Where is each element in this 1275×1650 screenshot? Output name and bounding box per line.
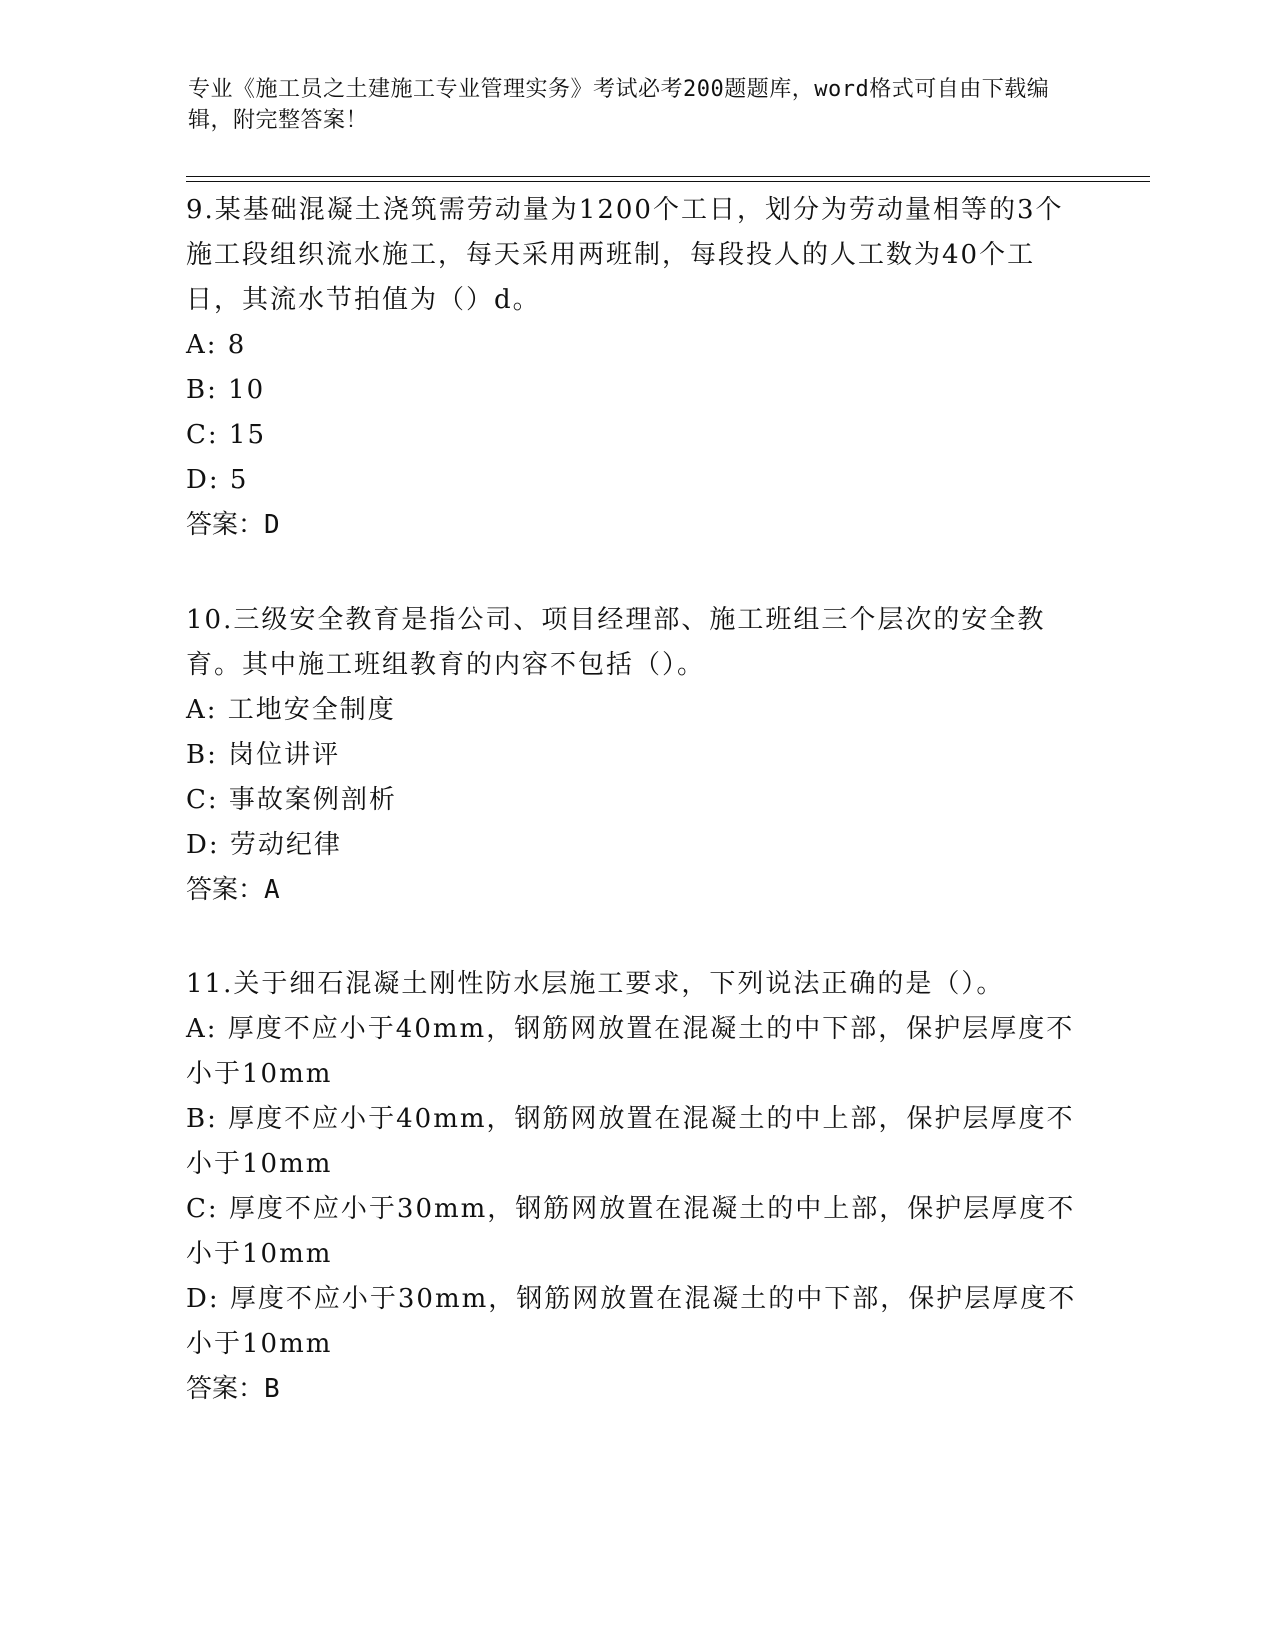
option-a: A: 8 [186,330,247,360]
option-c: C: 15 [186,420,267,450]
question-stem: 10.三级安全教育是指公司、项目经理部、施工班组三个层次的安全教育。其中施工班组教育的内容不包括（）。 [186,605,1046,680]
option-d: D: 劳动纪律 [186,830,342,860]
option-a: A: 工地安全制度 [186,695,396,725]
option-a: A: 厚度不应小于40mm，钢筋网放置在混凝土的中下部，保护层厚度不小于10mm [186,1014,1075,1089]
option-c: C: 事故案例剖析 [186,785,397,815]
option-d: D: 厚度不应小于30mm，钢筋网放置在混凝土的中下部，保护层厚度不小于10mm [186,1284,1077,1359]
question-block [186,188,1086,548]
header-divider-top [186,176,1150,177]
question-block [186,598,1086,913]
header-divider-bottom [186,181,1150,182]
question-stem: 11.关于细石混凝土刚性防水层施工要求，下列说法正确的是（）。 [186,969,1005,999]
option-d: D: 5 [186,465,249,495]
option-b: B: 岗位讲评 [186,740,341,770]
answer-line: 答案：D [186,510,280,540]
option-c: C: 厚度不应小于30mm，钢筋网放置在混凝土的中上部，保护层厚度不小于10mm [186,1194,1076,1269]
question-stem: 9.某基础混凝土浇筑需劳动量为1200个工日，划分为劳动量相等的3个施工段组织流水施工，每天采用两班制，每段投人的人工数为40个工日，其流水节拍值为（）d。 [186,195,1064,315]
answer-line: 答案：B [186,1374,280,1404]
answer-line: 答案：A [186,875,280,905]
option-b: B: 厚度不应小于40mm，钢筋网放置在混凝土的中上部，保护层厚度不小于10mm [186,1104,1075,1179]
document-header: 专业《施工员之土建施工专业管理实务》考试必考200题题库，word格式可自由下载编辑，附完整答案！ [188,77,1050,133]
option-b: B: 10 [186,375,266,405]
question-block [186,962,1086,1412]
